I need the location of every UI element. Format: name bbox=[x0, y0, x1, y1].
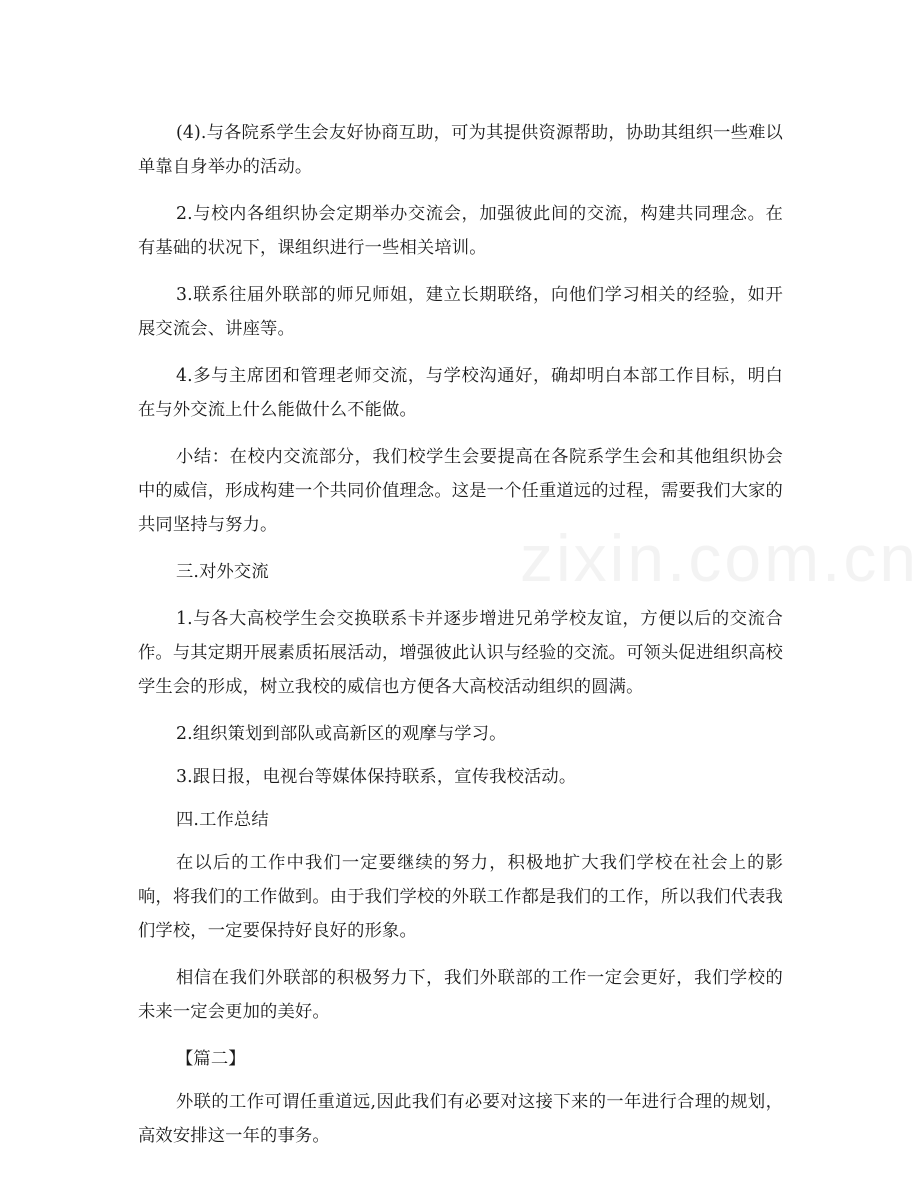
section-heading-external: 三.对外交流 bbox=[176, 562, 269, 582]
section-heading-work-summary: 四.工作总结 bbox=[176, 810, 269, 830]
paragraph-liaison-plan: 外联的工作可谓任重道远,因此我们有必要对这接下来的一年进行合理的规划，高效安排这一年的事务。 bbox=[138, 1092, 783, 1146]
watermark: zixin.com.cn bbox=[520, 521, 920, 595]
paragraph-internal-exchange: 2.与校内各组织协会定期举办交流会，加强彼此间的交流，构建共同理念。在有基础的状况下，课组织进行一些相关培训。 bbox=[138, 204, 783, 258]
paragraph-summary: 小结：在校内交流部分，我们校学生会要提高在各院系学生会和其他组织协会中的威信，形成构建一个共同价值理念。这是一个任重道远的过程，需要我们大家的共同坚持与努力。 bbox=[138, 447, 783, 535]
paragraph-item-4: (4).与各院系学生会友好协商互助，可为其提供资源帮助，协助其组织一些难以单靠自身举办的活动。 bbox=[138, 123, 783, 177]
document-body bbox=[138, 116, 783, 1166]
section-heading-part-two: 【篇二】 bbox=[176, 1049, 246, 1069]
paragraph-presidium-communication: 4.多与主席团和管理老师交流，与学校沟通好，确却明白本部工作目标，明白在与外交流上什么能做什么不能做。 bbox=[138, 366, 783, 420]
paragraph-alumni-contact: 3.联系往届外联部的师兄师姐，建立长期联络，向他们学习相关的经验，如开展交流会、讲座等。 bbox=[138, 285, 783, 339]
paragraph-university-union: 1.与各大高校学生会交换联系卡并逐步增进兄弟学校友谊，方便以后的交流合作。与其定期开展素质拓展活动，增强彼此认识与经验的交流。可领头促进组织高校学生会的形成，树立我校的威信也方便各大高校活动组织的圆满。 bbox=[138, 609, 783, 697]
paragraph-media-contact: 3.跟日报，电视台等媒体保持联系，宣传我校活动。 bbox=[176, 767, 577, 787]
paragraph-future-work: 在以后的工作中我们一定要继续的努力，积极地扩大我们学校在社会上的影响，将我们的工作做到。由于我们学校的外联工作都是我们的工作，所以我们代表我们学校，一定要保持好良好的形象。 bbox=[138, 853, 783, 941]
paragraph-army-visit: 2.组织策划到部队或高新区的观摩与学习。 bbox=[176, 724, 507, 744]
paragraph-confidence: 相信在我们外联部的积极努力下，我们外联部的工作一定会更好，我们学校的未来一定会更加的美好。 bbox=[138, 968, 783, 1022]
